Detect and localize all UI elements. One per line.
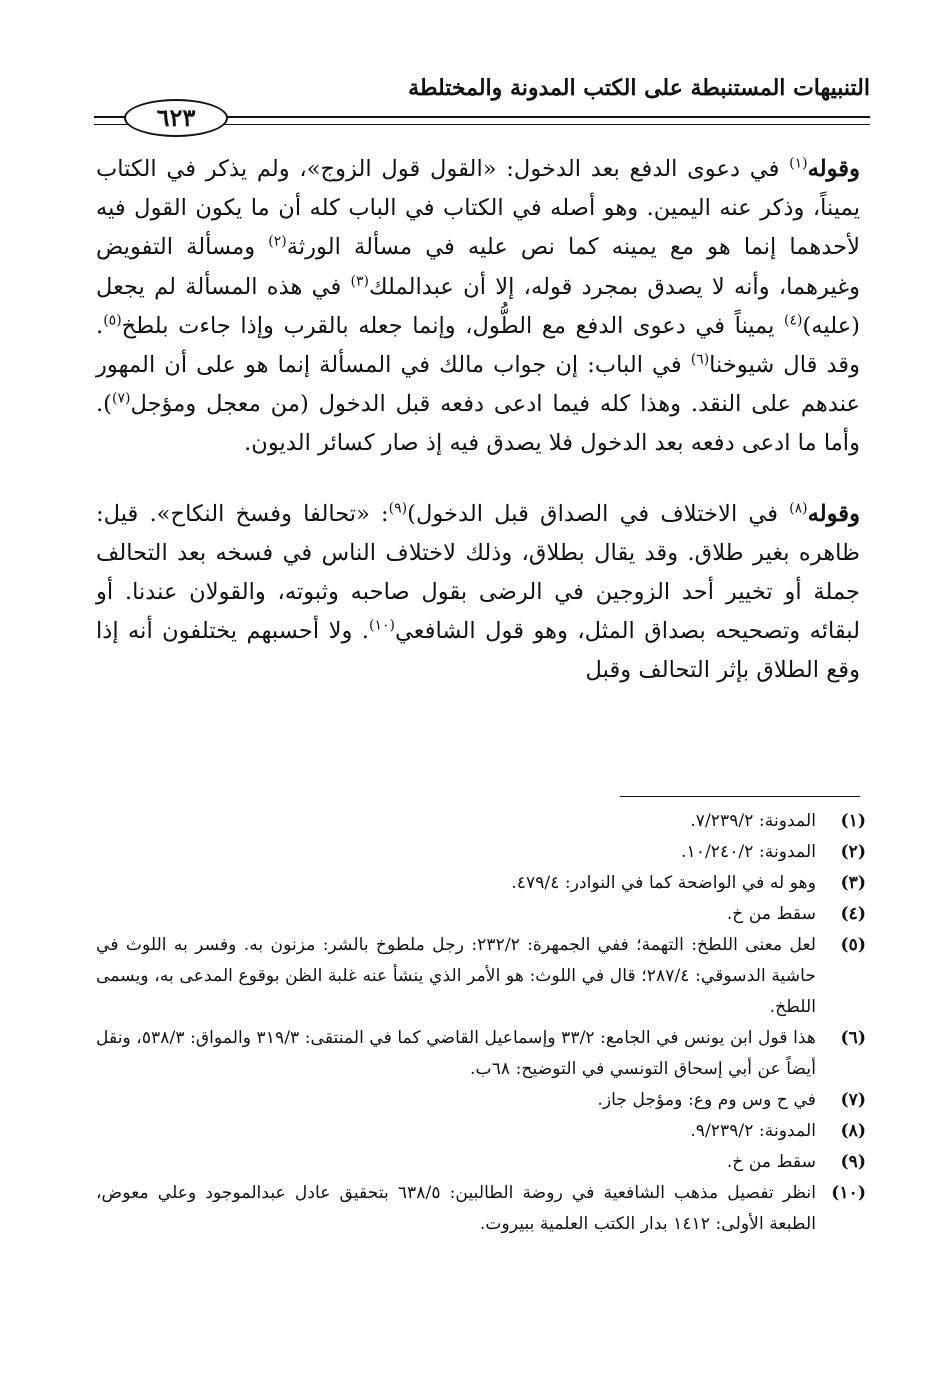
main-text	[96, 150, 860, 691]
footnote-text: المدونة: ٩/٢٣٩/٢.	[690, 1121, 816, 1141]
footnote-ref: (٩)	[388, 500, 408, 517]
footnote-ref: (٥)	[103, 312, 122, 329]
footnote-number: (١)	[840, 811, 866, 831]
text-run: يميناً في دعوى الدفع مع الطُّول، وإنما جعله بالقرب وإذا جاءت بلطخ	[121, 312, 784, 339]
text-run: . وقد قال شيوخنا	[96, 312, 860, 379]
text-run: في الباب: إن جواب مالك في المسألة إنما هو على أن المهور عندهم على النقد. وهذا كله فيما ادعى دفعه قبل الدخول (من معجل ومؤجل	[96, 352, 860, 418]
footnote-ref: (١٠)	[368, 617, 395, 634]
footnote-ref: (٨)	[789, 500, 808, 517]
running-title: التنبيهات المستنبطة على الكتب المدونة والمختلطة	[408, 75, 870, 101]
text-run: . ولا أحسبهم يختلفون أنه إذا وقع الطلاق بإثر التحالف وقبل	[96, 618, 860, 684]
footnote-item	[96, 1147, 866, 1178]
footnote-text: المدونة: ٧/٢٣٩/٢.	[690, 811, 816, 831]
footnote-ref: (٢)	[268, 233, 287, 250]
footnote-ref: (٦)	[690, 351, 710, 368]
footnote-item	[96, 930, 866, 1023]
paragraph-1	[96, 150, 860, 464]
footnote-number: (٦)	[840, 1028, 866, 1048]
footnote-text: سقط من خ.	[726, 1152, 816, 1172]
footnote-text: وهو له في الواضحة كما في النوادر: ٤٧٩/٤.	[511, 873, 816, 893]
footnote-number: (٩)	[840, 1152, 866, 1172]
text-run: ومسألة التفويض وغيرهما، وأنه لا يصدق بمجرد قوله، إلا أن عبدالملك	[96, 234, 861, 300]
page-number: ٦٢٣	[124, 99, 228, 137]
footnote-text: هذا قول ابن يونس في الجامع: ٣٣/٢ وإسماعيل القاضي كما في المنتقى: ٣١٩/٣ والمواق: ٥٣٨/٣، ونقل أيضاً عن أبي إسحاق التونسي في التوضيح: ٦٨ب.	[96, 1028, 816, 1079]
footnote-number: (٤)	[840, 904, 866, 924]
footnote-text: المدونة: ١٠/٢٤٠/٢.	[681, 842, 816, 862]
footnote-number: (٣)	[840, 873, 866, 893]
footnote-item	[96, 1023, 866, 1085]
footnote-number: (٢)	[840, 842, 866, 862]
text-run: ). وأما ما ادعى دفعه بعد الدخول فلا يصدق فيه إذ صار كسائر الديون.	[96, 391, 860, 457]
text-run: في الاختلاف في الصداق قبل الدخول)	[407, 500, 790, 527]
footnote-item	[96, 868, 866, 899]
lead-word: وقوله	[807, 500, 860, 527]
footnote-text: في ح وس وم وع: ومؤجل جاز.	[597, 1090, 816, 1110]
paragraph-2	[96, 495, 860, 691]
lead-word: وقوله	[807, 156, 860, 182]
footnote-number: (١٠)	[831, 1183, 866, 1203]
footnote-ref: (١)	[789, 155, 808, 172]
text-run: في دعوى الدفع بعد الدخول: «القول قول الزوج»، ولم يذكر في الكتاب يميناً، وذكر عنه اليمين. وهو أصله في الكتاب في الباب كله أن ما يكون القول فيه لأحدهما إنما هو مع يمينه كما نص عليه في مسألة الورثة	[96, 156, 860, 261]
footnote-item	[96, 1178, 866, 1240]
footnote-text: لعل معنى اللطخ: التهمة؛ ففي الجمهرة: ٢٣٢/٢: رجل ملطوخ بالشر: مزنون به. وفسر به اللوث في حاشية الدسوقي: ٢٨٧/٤؛ قال في اللوث: هو الأمر الذي ينشأ عنه غلبة الظن بوقوع المدعى به، ويسمى اللطخ.	[96, 935, 816, 1017]
footnote-ref: (٧)	[112, 390, 131, 407]
text-run: : «تحالفا وفسخ النكاح». قيل: ظاهره بغير طلاق. وقد يقال بطلاق، وذلك لاختلاف الناس في فسخه بعد التحالف جملة أو تخيير أحد الزوجين في الرضى بقول صاحبه وثبوته، والقولان عندنا. أو لبقائه وتصحيحه بصداق المثل، وهو قول الشافعي	[96, 500, 860, 645]
footnote-number: (٧)	[840, 1090, 866, 1110]
footnotes	[96, 806, 866, 1240]
footnote-item	[96, 1116, 866, 1147]
footnote-number: (٥)	[840, 935, 866, 955]
footnote-text: سقط من خ.	[726, 904, 816, 924]
footnote-number: (٨)	[840, 1121, 866, 1141]
footnote-separator	[620, 796, 860, 797]
text-run: في هذه المسألة لم يجعل (عليه)	[96, 273, 860, 339]
footnote-item	[96, 837, 866, 868]
footnote-ref: (٤)	[784, 312, 803, 329]
footnote-item	[96, 806, 866, 837]
footnote-text: انظر تفصيل مذهب الشافعية في روضة الطالبين: ٦٣٨/٥ بتحقيق عادل عبدالموجود وعلي معوض، الطبعة الأولى: ١٤١٢ بدار الكتب العلمية ببيروت.	[96, 1183, 816, 1234]
footnote-ref: (٣)	[350, 273, 369, 290]
footnote-item	[96, 1085, 866, 1116]
footnote-item	[96, 899, 866, 930]
